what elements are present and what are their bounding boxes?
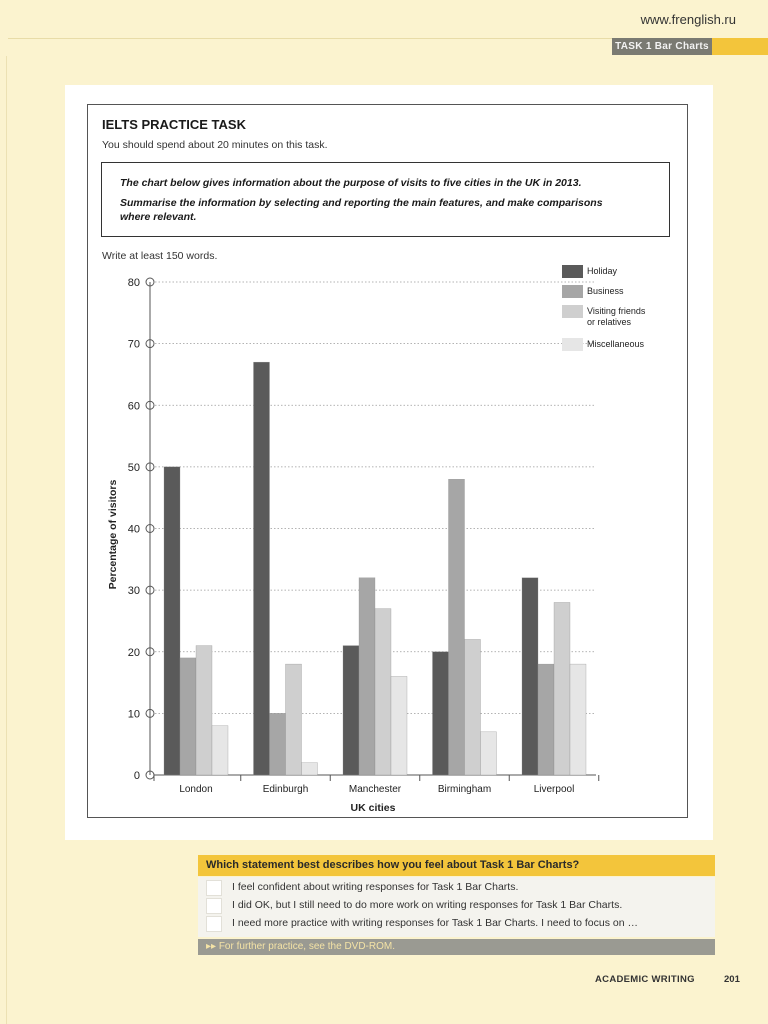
page-number: 201	[724, 974, 740, 985]
legend-swatch	[562, 305, 583, 318]
y-tick-label: 10	[127, 708, 140, 721]
y-tick-label: 30	[127, 585, 140, 598]
y-tick-label: 70	[127, 338, 140, 351]
option-checkbox-1[interactable]	[206, 880, 222, 896]
practice-task-box	[87, 104, 688, 818]
y-tick-label: 80	[127, 277, 140, 289]
legend-label: Miscellaneous	[587, 339, 645, 349]
bar-miscellaneous-manchester	[391, 676, 407, 775]
word-count-note: Write at least 150 words.	[102, 250, 218, 262]
option-confident: I feel confident about writing responses for Task 1 Bar Charts.	[232, 881, 519, 893]
x-tick-label: Birmingham	[437, 784, 492, 795]
instruction-line-1: The chart below gives information about the purpose of visits to five cities in the UK in 2013.	[120, 177, 582, 189]
footer-section-title: ACADEMIC WRITING	[595, 974, 695, 985]
x-tick-label: London	[179, 784, 213, 795]
arrow-icon: ▸▸	[206, 941, 217, 952]
legend-label: Business	[587, 286, 624, 296]
bar-miscellaneous-edinburgh	[302, 763, 318, 775]
bar-chart	[88, 105, 687, 817]
bar-holiday-liverpool	[522, 578, 538, 775]
y-tick-label: 0	[133, 770, 140, 782]
legend-swatch	[562, 265, 583, 278]
bar-business-edinburgh	[270, 713, 286, 775]
bar-business-birmingham	[449, 479, 465, 775]
bar-holiday-birmingham	[433, 652, 449, 775]
y-tick-label: 50	[127, 461, 140, 474]
bar-business-manchester	[359, 578, 375, 775]
self-assessment-box	[198, 855, 715, 955]
bar-miscellaneous-liverpool	[570, 664, 586, 775]
legend-swatch	[562, 338, 583, 351]
x-tick-label: Liverpool	[533, 784, 575, 795]
y-tick-label: 60	[127, 400, 140, 413]
legend-label: Holiday	[587, 266, 618, 276]
y-axis-title: Percentage of visitors	[107, 479, 119, 590]
legend-label: Visiting friends or relatives	[587, 306, 646, 327]
instruction-line-3: where relevant.	[120, 211, 197, 223]
bar-visiting-friends-or-relatives-birmingham	[465, 639, 481, 775]
task-time-note: You should spend about 20 minutes on this task.	[102, 139, 328, 151]
bar-business-liverpool	[538, 664, 554, 775]
y-tick-label: 20	[127, 646, 140, 659]
left-margin-rule	[6, 56, 7, 1024]
self-assessment-options	[198, 877, 715, 937]
x-tick-label: Edinburgh	[262, 784, 309, 795]
option-checkbox-3[interactable]	[206, 916, 222, 932]
option-checkbox-2[interactable]	[206, 898, 222, 914]
bar-miscellaneous-london	[212, 726, 228, 775]
option-ok: I did OK, but I still need to do more work on writing responses for Task 1 Bar Charts.	[232, 899, 623, 911]
legend-swatch	[562, 285, 583, 298]
bar-visiting-friends-or-relatives-manchester	[375, 609, 391, 775]
instruction-line-2: Summarise the information by selecting and reporting the main features, and make comparisons	[120, 197, 603, 209]
y-tick-label: 40	[127, 523, 140, 536]
bar-visiting-friends-or-relatives-edinburgh	[286, 664, 302, 775]
bar-visiting-friends-or-relatives-liverpool	[554, 602, 570, 775]
bar-visiting-friends-or-relatives-london	[196, 646, 212, 775]
bar-business-london	[180, 658, 196, 775]
bar-holiday-manchester	[343, 646, 359, 775]
self-assessment-heading: Which statement best describes how you feel about Task 1 Bar Charts?	[198, 855, 715, 876]
bar-holiday-london	[164, 467, 180, 775]
further-practice-text: For further practice, see the DVD-ROM.	[218, 941, 395, 952]
section-tag-accent	[712, 38, 768, 55]
x-tick-label: Manchester	[348, 784, 402, 795]
bar-miscellaneous-birmingham	[481, 732, 497, 775]
x-axis-title: UK cities	[350, 802, 396, 814]
option-more-practice: I need more practice with writing responses for Task 1 Bar Charts. I need to focus on …	[232, 917, 638, 929]
further-practice-bar	[198, 939, 715, 955]
site-url: www.frenglish.ru	[640, 12, 736, 27]
section-tag: TASK 1 Bar Charts	[612, 38, 712, 55]
bar-holiday-edinburgh	[254, 362, 270, 775]
task-title: IELTS PRACTICE TASK	[102, 117, 246, 132]
